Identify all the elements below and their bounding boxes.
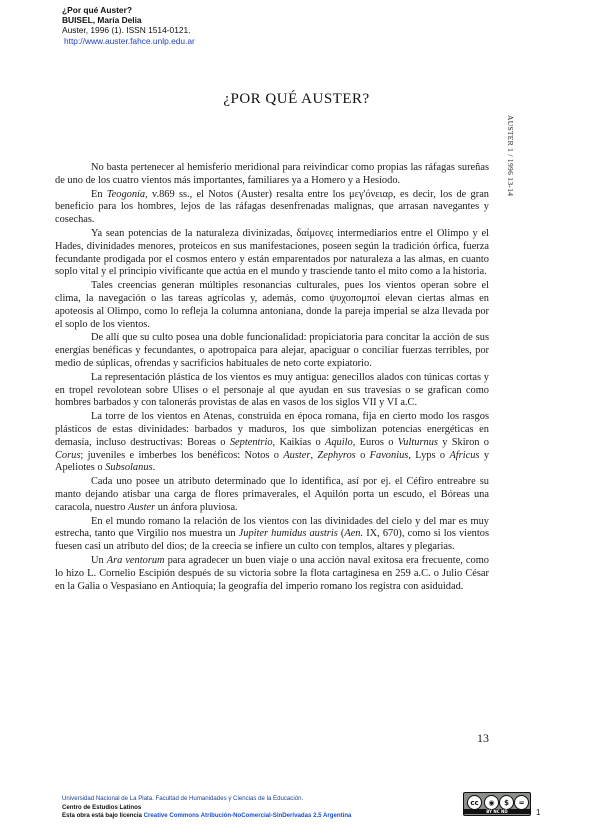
nc-dollar-icon: $ — [499, 795, 514, 810]
document-header — [62, 5, 195, 46]
footer-institution: Universidad Nacional de La Plata. Facultad de Humanidades y Ciencias de la Educación. — [62, 795, 304, 802]
document-footer — [62, 795, 351, 821]
cc-logo-icon: cc — [467, 795, 482, 810]
paragraph: La torre de los vientos en Atenas, construida en época romana, fija en cierto modo los rasgos plásticos de estas divinidades: barbados y maduros, los que simbolizan potencias energéticas en demasía, incluso destructivas: Boreas o Septentrio, Kaikias o Aquilo, Euros o Vulturnus y Skiron o Corus; juveniles e imberbes los benéficos: Notos o Auster, Zephyros o Favonius, Lyps o Africus y Apeliotes o Subsolanus. — [55, 411, 490, 474]
page-number: 13 — [477, 731, 489, 745]
paragraph: Tales creencias generan múltiples resonancias culturales, pues los vientos operan sobre el clima, la navegación o las tareas agrícolas y, además, como ψυχοπομποί elevan ciertas almas en apoteosis al Olimpo, como lo refleja la columna antoniana, donde la pareja imperial se alza llevada por el soplo de los vientos. — [55, 280, 489, 330]
paragraph: La representación plástica de los vientos es muy antigua: genecillos alados con túnicas cortas y en tropel revolotean sobre Ulises o el personaje al que ayudan en sus travesías o se grafican como hombres barbados y con talonerás provistas de alas en vasos de los siglos VII y VI a.C. — [55, 371, 489, 409]
footer-license-link[interactable]: Creative Commons Atribución-NoComercial-SinDerivadas 2.5 Argentina — [143, 812, 352, 820]
by-person-icon: ◉ — [484, 795, 499, 810]
article-title: ¿POR QUÉ AUSTER? — [223, 91, 370, 107]
header-citation: Auster, 1996 (1). ISSN 1514-0121. — [62, 25, 191, 36]
footer-license-line — [62, 812, 351, 821]
paragraph: En el mundo romano la relación de los vientos con las divinidades del cielo y del mar es muy estrecha, tanto que Virgilio nos muestra un Jupiter humidus austris (Aen. IX, 670), como si los vientos fuesen casi un atributo del dios; de la creecia se infiere un culto con templos, altares y plegarias. — [55, 515, 490, 553]
footer-center: Centro de Estudios Latinos — [62, 803, 142, 811]
paragraph: De allí que su culto posea una doble funcionalidad: propiciatoria para concitar la acción de sus energías benéficas y fecundantes, o apotropaica para alejar, apaciguar o conciliar fuerzas terribles, por medio de súplicas, ofrendas y sacrificios habituales de neto corte expiatorio. — [55, 332, 489, 369]
paragraph: No basta pertenecer al hemisferio meridional para reivindicar como propias las ráfagas sureñas de uno de los cuatro vientos más importantes, familiares ya a Homero y a Hesíodo. — [55, 162, 489, 186]
paragraph: En Teogonía, v.869 ss., el Notos (Auster) resalta entre los μεγ'όνειαρ, es decir, los de gran beneficio para los hombres, lejos de las ráfagas desenfrenadas malignas, que arrasan navegantes y cosechas. — [55, 188, 490, 226]
header-url-link[interactable]: http://www.auster.fahce.unlp.edu.ar — [64, 35, 195, 46]
cc-badge-label: BY NC ND — [464, 809, 530, 814]
footer-page-count: 1 — [536, 808, 541, 817]
paragraph: Un Ara ventorum para agradecer un buen viaje o una acción naval exitosa era frecuente, como lo hizo L. Cornelio Escipión después de su victoria sobre la flota cartaginesa en 259 a.C. o Julio César en la Galia o Vespasiano en Antioquía; la geografía del imperio romano los registra con asiduidad. — [55, 554, 489, 592]
nd-equals-icon: = — [514, 795, 529, 810]
creative-commons-badge-icon[interactable] — [463, 792, 531, 816]
footer-license-prefix: Esta obra está bajo licencia — [62, 812, 142, 820]
header-author: BUISEL, María Delia — [62, 15, 142, 26]
header-title: ¿Por qué Auster? — [62, 5, 132, 15]
article-body — [55, 162, 489, 594]
running-head: AUSTER 1 / 1996 13-14 — [506, 115, 515, 197]
paragraph: Ya sean potencias de la naturaleza divinizadas, δαίμονες intermediarios entre el Olimpo y el Hades, divinidades menores, proteicos en sus manifestaciones, poseen según la tradición órfica, fuerza fecundante prodigada por el cosmos entero y están emparentados por naturaleza a las almas, en cuanto soplo vital y el principio vivificante que actúa en el mundo y trasciende tanto el mito como a la historia. — [55, 227, 489, 278]
paragraph: Cada uno posee un atributo determinado que lo identifica, así por ej. el Céfiro entreabre su manto dejando atisbar una carga de flores primaverales, el Aquilón porta un escudo, el Bóreas una caracola, nuestro Auster un ánfora pluviosa. — [55, 476, 489, 513]
